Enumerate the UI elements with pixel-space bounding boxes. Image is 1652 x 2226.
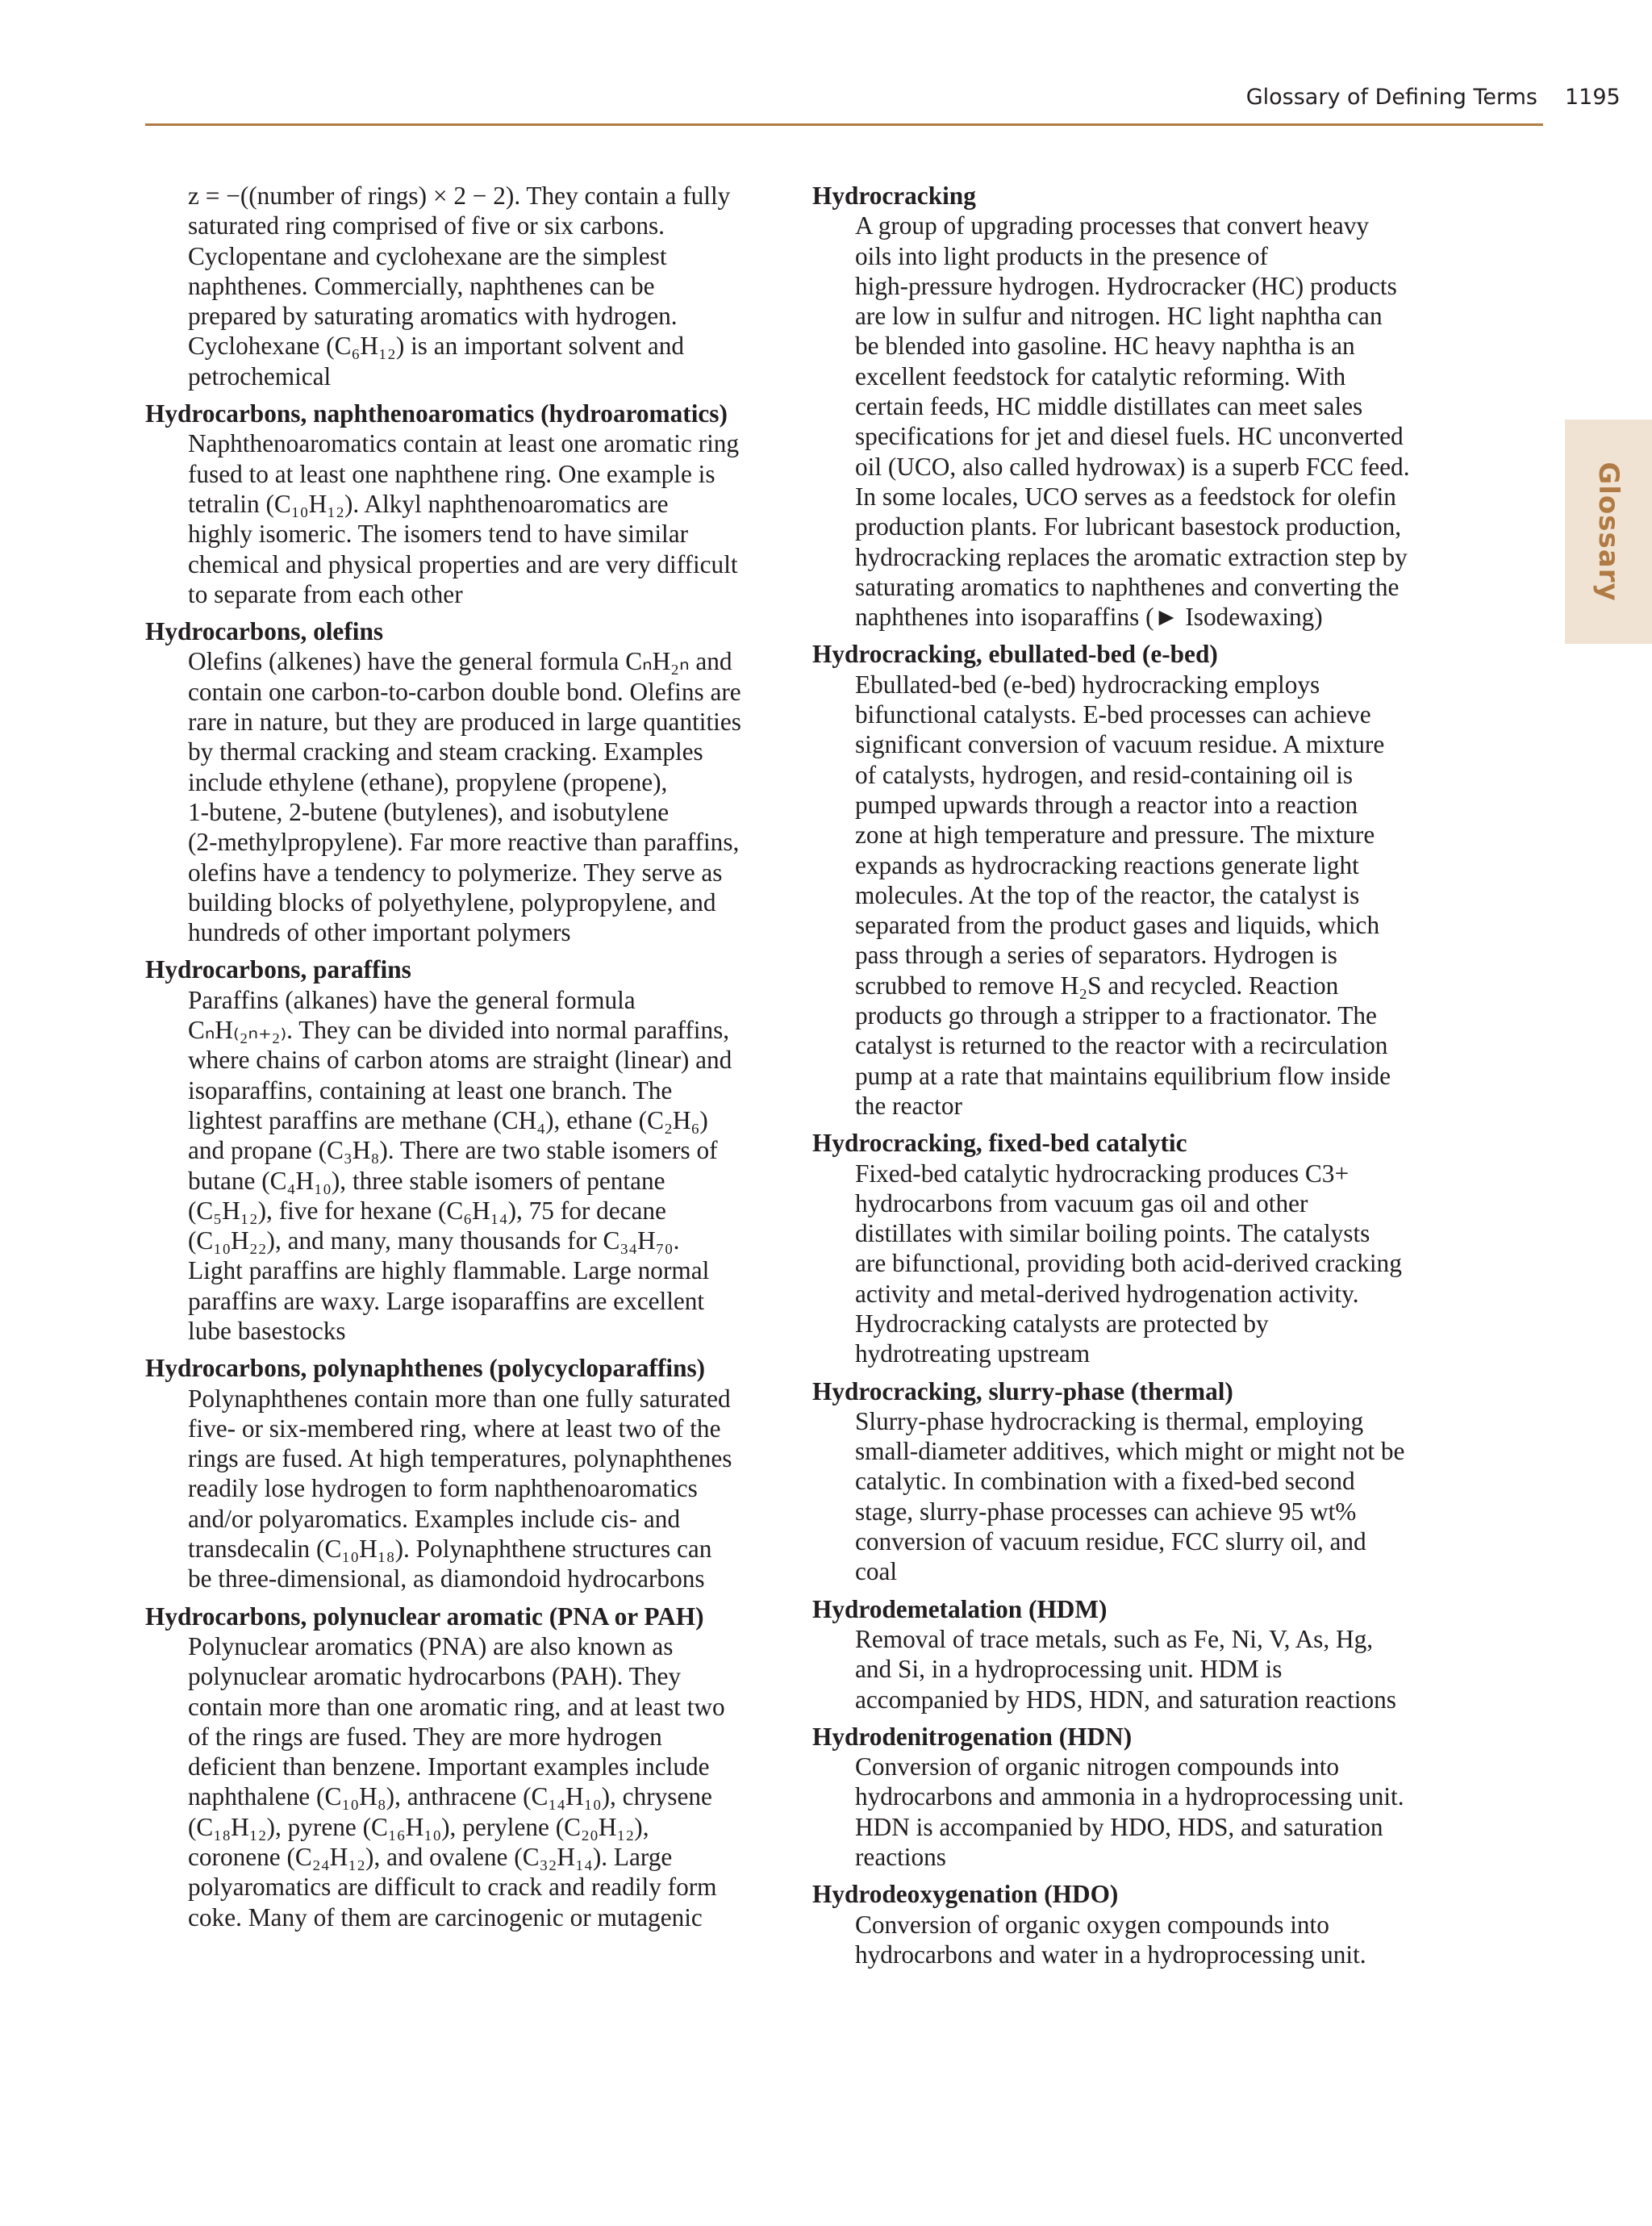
definition-line: HDN is accompanied by HDO, HDS, and saturation — [855, 1812, 1383, 1841]
glossary-definition — [145, 1384, 791, 1594]
definition-line: of the rings are fused. They are more hydrogen — [188, 1722, 662, 1751]
definition-line: highly isomeric. The isomers tend to have similar — [188, 520, 689, 549]
definition-line: coronene (C₂₄H₁₂), and ovalene (C₃₂H₁₄). Large — [188, 1843, 673, 1872]
glossary-entry — [812, 1376, 1466, 1587]
right-column — [812, 181, 1466, 1977]
definition-line: hydrocarbons and ammonia in a hydroprocessing unit. — [855, 1782, 1404, 1811]
glossary-term: Hydrocarbons, polynuclear aromatic (PNA or PAH) — [145, 1602, 704, 1631]
definition-line: Light paraffins are highly flammable. Large normal — [188, 1256, 710, 1285]
definition-line: stage, slurry-phase processes can achieve 95 wt% — [855, 1497, 1357, 1526]
definition-line: by thermal cracking and steam cracking. Examples — [188, 737, 703, 766]
definition-line: conversion of vacuum residue, FCC slurry oil, and — [855, 1527, 1366, 1556]
glossary-entry — [812, 1722, 1466, 1872]
definition-line: coal — [855, 1557, 898, 1586]
definition-line: 1-butene, 2-butene (butylenes), and isobutylene — [188, 797, 670, 826]
definition-line: hydrocarbons and water in a hydroprocessing unit. — [855, 1940, 1366, 1969]
definition-line: olefins have a tendency to polymerize. They serve as — [188, 858, 723, 887]
definition-line: of catalysts, hydrogen, and resid-containing oil is — [855, 760, 1354, 789]
glossary-term: Hydrocarbons, polynaphthenes (polycycloparaffins) — [145, 1354, 706, 1383]
definition-line: Hydrocracking catalysts are protected by — [855, 1309, 1269, 1338]
definition-line: Removal of trace metals, such as Fe, Ni, V, As, Hg, — [855, 1624, 1374, 1653]
definition-line: chemical and physical properties and are very difficult — [188, 549, 738, 578]
definition-line: expands as hydrocracking reactions generate light — [855, 850, 1359, 879]
definition-line: hydrotreating upstream — [855, 1339, 1091, 1368]
definition-line: polynuclear aromatic hydrocarbons (PAH). They — [188, 1662, 681, 1691]
definition-line: bifunctional catalysts. E-bed processes can achieve — [855, 700, 1371, 729]
glossary-definition — [145, 646, 791, 947]
definition-line: be blended into gasoline. HC heavy naphtha is an — [855, 332, 1355, 361]
definition-line: A group of upgrading processes that convert heavy — [855, 211, 1370, 240]
definition-line: activity and metal-derived hydrogenation activity. — [855, 1279, 1359, 1308]
definition-line: Conversion of organic oxygen compounds into — [855, 1910, 1329, 1939]
definition-line: scrubbed to remove H₂S and recycled. Reaction — [855, 971, 1339, 1000]
definition-line: readily lose hydrogen to form naphthenoaromatics — [188, 1474, 698, 1503]
glossary-definition — [812, 211, 1466, 632]
definition-line: lightest paraffins are methane (CH₄), ethane (C₂H₆) — [188, 1105, 708, 1134]
definition-line: lube basestocks — [188, 1316, 346, 1345]
definition-line: to separate from each other — [188, 579, 463, 608]
glossary-definition — [145, 181, 791, 391]
glossary-entry — [145, 954, 791, 1346]
definition-line: production plants. For lubricant basestock production, — [855, 512, 1402, 541]
definition-line: saturating aromatics to naphthenes and converting the — [855, 572, 1400, 601]
definition-line: naphthalene (C₁₀H₈), anthracene (C₁₄H₁₀), chrysene — [188, 1782, 712, 1811]
definition-line: Fixed-bed catalytic hydrocracking produces C3+ — [855, 1159, 1350, 1188]
running-head — [0, 85, 1652, 117]
glossary-entry — [812, 1128, 1466, 1368]
definition-line: certain feeds, HC middle distillates can meet sales — [855, 392, 1363, 421]
glossary-entry — [812, 639, 1466, 1121]
definition-line: naphthenes. Commercially, naphthenes can be — [188, 271, 655, 300]
definition-line: small-diameter additives, which might or might not be — [855, 1437, 1405, 1466]
glossary-definition — [812, 1159, 1466, 1369]
definition-line: pumped upwards through a reactor into a reaction — [855, 790, 1358, 819]
definition-line: petrochemical — [188, 361, 332, 390]
definition-line: Polynuclear aromatics (PNA) are also known as — [188, 1631, 674, 1660]
definition-line: and propane (C₃H₈). There are two stable isomers of — [188, 1136, 718, 1165]
glossary-entry — [145, 1602, 791, 1932]
definition-line: pump at a rate that maintains equilibrium flow inside — [855, 1061, 1391, 1090]
definition-line: hydrocarbons from vacuum gas oil and other — [855, 1188, 1308, 1217]
definition-line: oils into light products in the presence of — [855, 241, 1268, 270]
header-rule — [145, 123, 1543, 126]
glossary-term: Hydrocracking, slurry-phase (thermal) — [812, 1376, 1233, 1405]
definition-line: are low in sulfur and nitrogen. HC light naphtha can — [855, 302, 1383, 331]
definition-line: Olefins (alkenes) have the general formula CₙH₂ₙ and — [188, 647, 732, 676]
definition-line: butane (C₄H₁₀), three stable isomers of pentane — [188, 1166, 665, 1195]
definition-line: paraffins are waxy. Large isoparaffins are excellent — [188, 1286, 705, 1315]
definition-line: separated from the product gases and liquids, which — [855, 911, 1380, 940]
definition-line: Ebullated-bed (e-bed) hydrocracking employs — [855, 670, 1320, 699]
glossary-definition — [812, 1752, 1466, 1872]
definition-line: prepared by saturating aromatics with hydrogen. — [188, 302, 678, 331]
definition-line: contain one carbon-to-carbon double bond. Olefins are — [188, 677, 741, 706]
definition-line: catalyst is returned to the reactor with a recirculation — [855, 1031, 1388, 1060]
definition-line: be three-dimensional, as diamondoid hydrocarbons — [188, 1564, 705, 1593]
glossary-term: Hydrodenitrogenation (HDN) — [812, 1722, 1133, 1751]
definition-line: hydrocracking replaces the aromatic extraction step by — [855, 542, 1408, 571]
definition-line: include ethylene (ethane), propylene (propene), — [188, 767, 668, 796]
glossary-entry — [145, 1353, 791, 1593]
side-tab-label: Glossary — [1592, 461, 1625, 602]
definition-line: In some locales, UCO serves as a feedstock for olefin — [855, 482, 1396, 511]
glossary-term: Hydrocarbons, olefins — [145, 617, 384, 646]
glossary-definition — [145, 985, 791, 1347]
definition-line: isoparaffins, containing at least one branch. The — [188, 1075, 673, 1105]
definition-line: catalytic. In combination with a fixed-bed second — [855, 1467, 1355, 1496]
glossary-entry — [812, 1879, 1466, 1969]
definition-line: deficient than benzene. Important examples include — [188, 1752, 710, 1781]
glossary-definition — [812, 670, 1466, 1121]
definition-line: (C₁₈H₁₂), pyrene (C₁₆H₁₀), perylene (C₂₀H₁₂), — [188, 1812, 649, 1841]
glossary-definition — [812, 1910, 1466, 1970]
glossary-definition — [812, 1406, 1466, 1587]
definition-line: fused to at least one naphthene ring. One example is — [188, 459, 715, 488]
definition-line: products go through a stripper to a fractionator. The — [855, 1001, 1377, 1030]
page-number: 1195 — [1565, 85, 1621, 110]
definition-line: excellent feedstock for catalytic reforming. With — [855, 361, 1346, 390]
definition-line: naphthenes into isoparaffins (► Isodewaxing) — [855, 603, 1323, 632]
definition-line: distillates with similar boiling points. The catalysts — [855, 1219, 1370, 1248]
glossary-term: Hydrodeoxygenation (HDO) — [812, 1880, 1119, 1909]
definition-line: Slurry-phase hydrocracking is thermal, employing — [855, 1406, 1364, 1435]
definition-line: building blocks of polyethylene, polypropylene, and — [188, 887, 716, 917]
definition-line: zone at high temperature and pressure. The mixture — [855, 821, 1375, 850]
glossary-entry — [145, 399, 791, 609]
glossary-term: Hydrocracking, ebullated-bed (e-bed) — [812, 640, 1218, 669]
section-title: Glossary of Defining Terms — [1245, 85, 1537, 110]
definition-line: polyaromatics are difficult to crack and readily form — [188, 1873, 717, 1902]
definition-line: (2-methylpropylene). Far more reactive than paraffins, — [188, 828, 740, 857]
definition-line: transdecalin (C₁₀H₁₈). Polynaphthene structures can — [188, 1535, 712, 1564]
definition-line: specifications for jet and diesel fuels. HC unconverted — [855, 422, 1404, 451]
glossary-entry — [812, 181, 1466, 632]
glossary-term: Hydrocarbons, naphthenoaromatics (hydroaromatics) — [145, 399, 728, 428]
definition-line: hundreds of other important polymers — [188, 918, 571, 947]
definition-line: accompanied by HDS, HDN, and saturation reactions — [855, 1685, 1396, 1714]
left-column — [145, 181, 791, 1940]
definition-line: the reactor — [855, 1091, 962, 1120]
definition-line: (C₅H₁₂), five for hexane (C₆H₁₄), 75 for decane — [188, 1196, 666, 1225]
definition-line: z = −((number of rings) × 2 − 2). They contain a fully — [188, 182, 731, 210]
definition-line: significant conversion of vacuum residue. A mixture — [855, 730, 1385, 759]
definition-line: five- or six-membered ring, where at least two of the — [188, 1414, 721, 1443]
definition-line: Cyclopentane and cyclohexane are the simplest — [188, 241, 667, 270]
glossary-term: Hydrocarbons, paraffins — [145, 955, 411, 984]
definition-line: Naphthenoaromatics contain at least one aromatic ring — [188, 429, 740, 458]
definition-line: and Si, in a hydroprocessing unit. HDM is — [855, 1655, 1283, 1684]
definition-line: are bifunctional, providing both acid-derived cracking — [855, 1249, 1402, 1278]
glossary-entry — [145, 616, 791, 947]
definition-line: saturated ring comprised of five or six carbons. — [188, 211, 665, 240]
definition-line: tetralin (C₁₀H₁₂). Alkyl naphthenoaromatics are — [188, 489, 669, 518]
glossary-term: Hydrodemetalation (HDM) — [812, 1594, 1108, 1623]
definition-line: Conversion of organic nitrogen compounds into — [855, 1752, 1340, 1781]
definition-line: high-pressure hydrogen. Hydrocracker (HC) products — [855, 271, 1397, 300]
definition-line: oil (UCO, also called hydrowax) is a superb FCC feed. — [855, 452, 1410, 481]
definition-line: rings are fused. At high temperatures, polynaphthenes — [188, 1444, 732, 1473]
glossary-definition — [812, 1624, 1466, 1714]
definition-line: CₙH₍₂ₙ₊₂₎. They can be divided into normal paraffins, — [188, 1016, 730, 1045]
glossary-definition — [145, 1631, 791, 1932]
definition-line: pass through a series of separators. Hydrogen is — [855, 941, 1337, 970]
definition-line: where chains of carbon atoms are straight (linear) and — [188, 1046, 732, 1075]
glossary-definition — [145, 428, 791, 609]
glossary-side-tab — [1565, 420, 1652, 644]
definition-line: Cyclohexane (C₆H₁₂) is an important solvent and — [188, 332, 685, 361]
definition-line: Paraffins (alkanes) have the general formula — [188, 985, 636, 1014]
definition-line: coke. Many of them are carcinogenic or mutagenic — [188, 1902, 703, 1932]
definition-line: and/or polyaromatics. Examples include cis- and — [188, 1504, 681, 1533]
glossary-entry — [812, 1594, 1466, 1714]
definition-line: molecules. At the top of the reactor, the catalyst is — [855, 880, 1360, 909]
glossary-entry-continuation — [145, 181, 791, 391]
definition-line: (C₁₀H₂₂), and many, many thousands for C₃₄H₇₀. — [188, 1226, 680, 1255]
glossary-term: Hydrocracking — [812, 182, 976, 210]
definition-line: contain more than one aromatic ring, and at least two — [188, 1692, 725, 1721]
definition-line: reactions — [855, 1843, 946, 1872]
definition-line: Polynaphthenes contain more than one fully saturated — [188, 1384, 731, 1413]
glossary-term: Hydrocracking, fixed-bed catalytic — [812, 1129, 1187, 1158]
definition-line: rare in nature, but they are produced in large quantities — [188, 708, 741, 737]
